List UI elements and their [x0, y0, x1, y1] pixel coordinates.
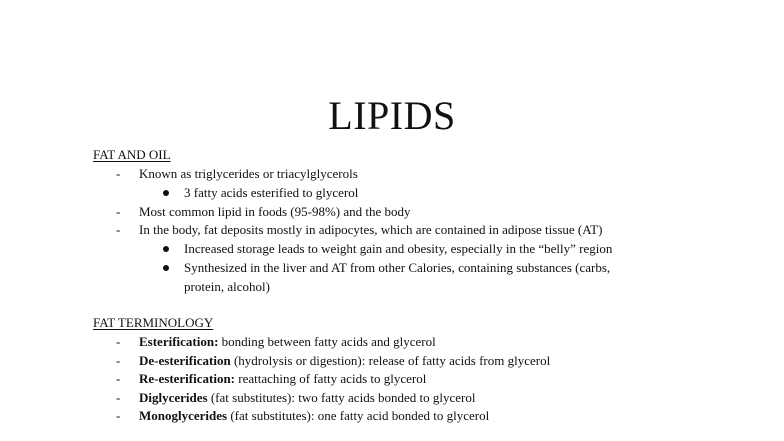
sub-list-item: 3 fatty acids esterified to glycerol [184, 185, 359, 200]
list-item: Known as triglycerides or triacylglycerols [139, 166, 358, 181]
round-bullet-icon [163, 246, 169, 252]
sub-list-item: Synthesized in the liver and AT from other Calories, containing substances (carbs, [184, 260, 611, 275]
term-definition: (fat substitutes): two fatty acids bonded to glycerol [207, 390, 476, 405]
section-heading-fat-and-oil: FAT AND OIL [93, 147, 171, 162]
dash-bullet: - [116, 408, 121, 423]
term: Diglycerides [139, 390, 208, 405]
dash-bullet: - [116, 166, 121, 181]
term-item [139, 353, 550, 369]
term: Re-esterification: [139, 371, 236, 386]
term: Esterification: [139, 334, 219, 349]
dash-bullet: - [116, 222, 121, 237]
dash-bullet: - [116, 334, 121, 349]
dash-bullet: - [116, 353, 121, 368]
section-heading-fat-terminology: FAT TERMINOLOGY [93, 315, 214, 330]
term-item [139, 390, 475, 406]
sub-list-item: Increased storage leads to weight gain and obesity, especially in the “belly” region [184, 241, 613, 256]
list-item: In the body, fat deposits mostly in adipocytes, which are contained in adipose tissue (AT) [139, 222, 603, 237]
term-definition: (fat substitutes): one fatty acid bonded to glycerol [227, 408, 490, 423]
term-definition: (hydrolysis or digestion): release of fatty acids from glycerol [230, 353, 551, 368]
dash-bullet: - [116, 390, 121, 405]
document-title: LIPIDS [328, 93, 456, 138]
term: De-esterification [139, 353, 231, 368]
list-item: Most common lipid in foods (95-98%) and the body [139, 204, 411, 219]
term-definition: bonding between fatty acids and glycerol [218, 334, 436, 349]
dash-bullet: - [116, 371, 121, 386]
term-item [139, 408, 489, 424]
term-item [139, 334, 436, 350]
term-definition: reattaching of fatty acids to glycerol [235, 371, 427, 386]
term-item [139, 371, 426, 387]
term: Monoglycerides [139, 408, 228, 423]
dash-bullet: - [116, 204, 121, 219]
round-bullet-icon [163, 190, 169, 196]
sub-list-item-continuation: protein, alcohol) [184, 279, 270, 294]
round-bullet-icon [163, 265, 169, 271]
